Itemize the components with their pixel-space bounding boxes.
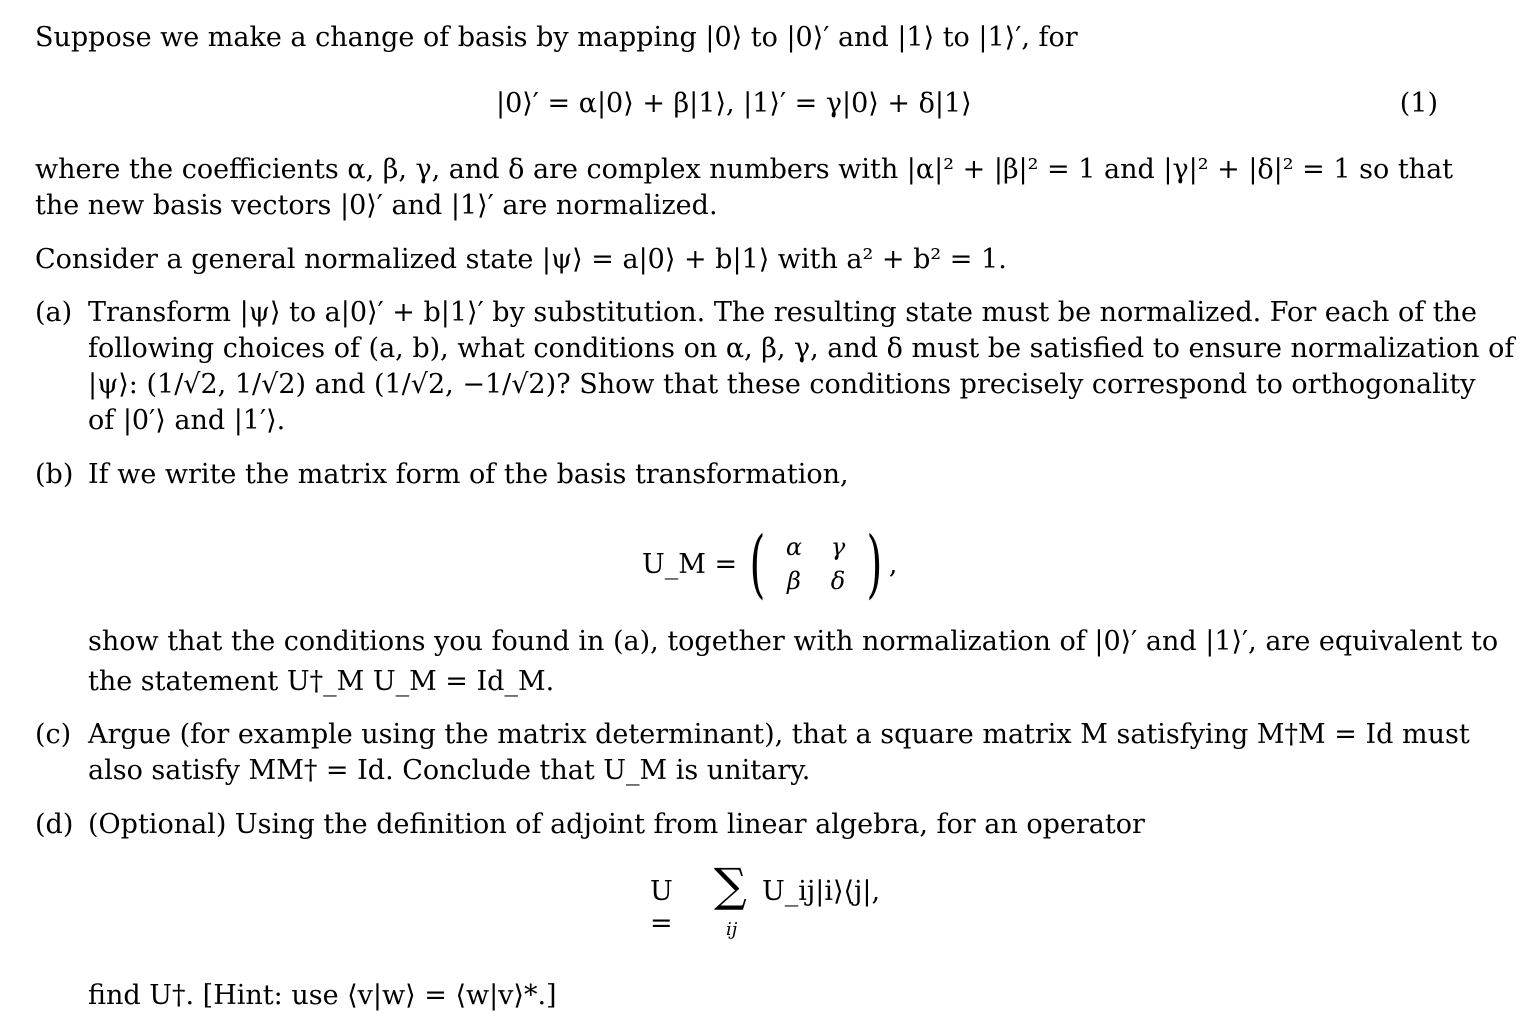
where-line-1: where the coefficients α, β, γ, and δ are complex numbers with |α|² + |β|² = 1 and |γ|² + |δ|² = 1 so that [35, 154, 1454, 185]
matrix-entry: α [785, 533, 803, 561]
matrix-tail: , [888, 548, 898, 580]
part-c-label: (c) [35, 719, 72, 750]
equation-number: (1) [1399, 88, 1438, 119]
part-b-label: (b) [35, 459, 74, 490]
part-b-line-2: show that the conditions you found in (a), together with normalization of |0⟩′ and |1⟩′, are equivalent to [88, 626, 1499, 657]
matrix-entry: β [787, 567, 801, 595]
right-paren: ) [866, 521, 883, 607]
part-d-line-1: (Optional) Using the definition of adjoint from linear algebra, for an operator [88, 809, 1145, 840]
sum-index: ij [726, 919, 738, 940]
part-c-line-1: Argue (for example using the matrix determinant), that a square matrix M satisfying M†M = Id must [88, 719, 1470, 750]
part-a-line-3: |ψ⟩: (1/√2, 1/√2) and (1/√2, −1/√2)? Show that these conditions precisely correspond to orthogonality [88, 369, 1476, 400]
consider-text: Consider a general normalized state |ψ⟩ = a|0⟩ + b|1⟩ with a² + b² = 1. [35, 244, 1007, 275]
matrix-equation [642, 521, 898, 607]
left-paren: ( [749, 521, 766, 607]
intro-text: Suppose we make a change of basis by mapping |0⟩ to |0⟩′ and |1⟩ to |1⟩′, for [35, 22, 1078, 53]
part-b-line-3: the statement U†_M U_M = Id_M. [88, 666, 555, 697]
part-a-label: (a) [35, 297, 73, 328]
matrix-entry: δ [830, 567, 846, 595]
equation-1: |0⟩′ = α|0⟩ + β|1⟩, |1⟩′ = γ|0⟩ + δ|1⟩ [496, 88, 972, 119]
part-a-line-2: following choices of (a, b), what conditions on α, β, γ, and δ must be satisfied to ensure normalization of [88, 333, 1515, 364]
part-d-line-2: find U†. [Hint: use ⟨v|w⟩ = ⟨w|v⟩*.] [88, 980, 557, 1011]
sum-symbol: ∑ [714, 858, 747, 912]
sum-rhs: U_ij|i⟩⟨j|, [762, 876, 881, 907]
matrix-entry: γ [830, 533, 846, 561]
matrix-grid [772, 530, 860, 598]
part-c-line-2: also satisfy MM† = Id. Conclude that U_M is unitary. [88, 755, 811, 786]
part-a-line-4: of |0′⟩ and |1′⟩. [88, 405, 286, 436]
matrix-lhs: U_M = [642, 548, 738, 580]
part-a-line-1: Transform |ψ⟩ to a|0⟩′ + b|1⟩′ by substitution. The resulting state must be normalized. For each of the [88, 297, 1478, 328]
sum-lhs: U = [650, 876, 673, 939]
where-line-2: the new basis vectors |0⟩′ and |1⟩′ are normalized. [35, 190, 718, 221]
part-b-line-1: If we write the matrix form of the basis transformation, [88, 459, 849, 490]
part-d-label: (d) [35, 809, 74, 840]
